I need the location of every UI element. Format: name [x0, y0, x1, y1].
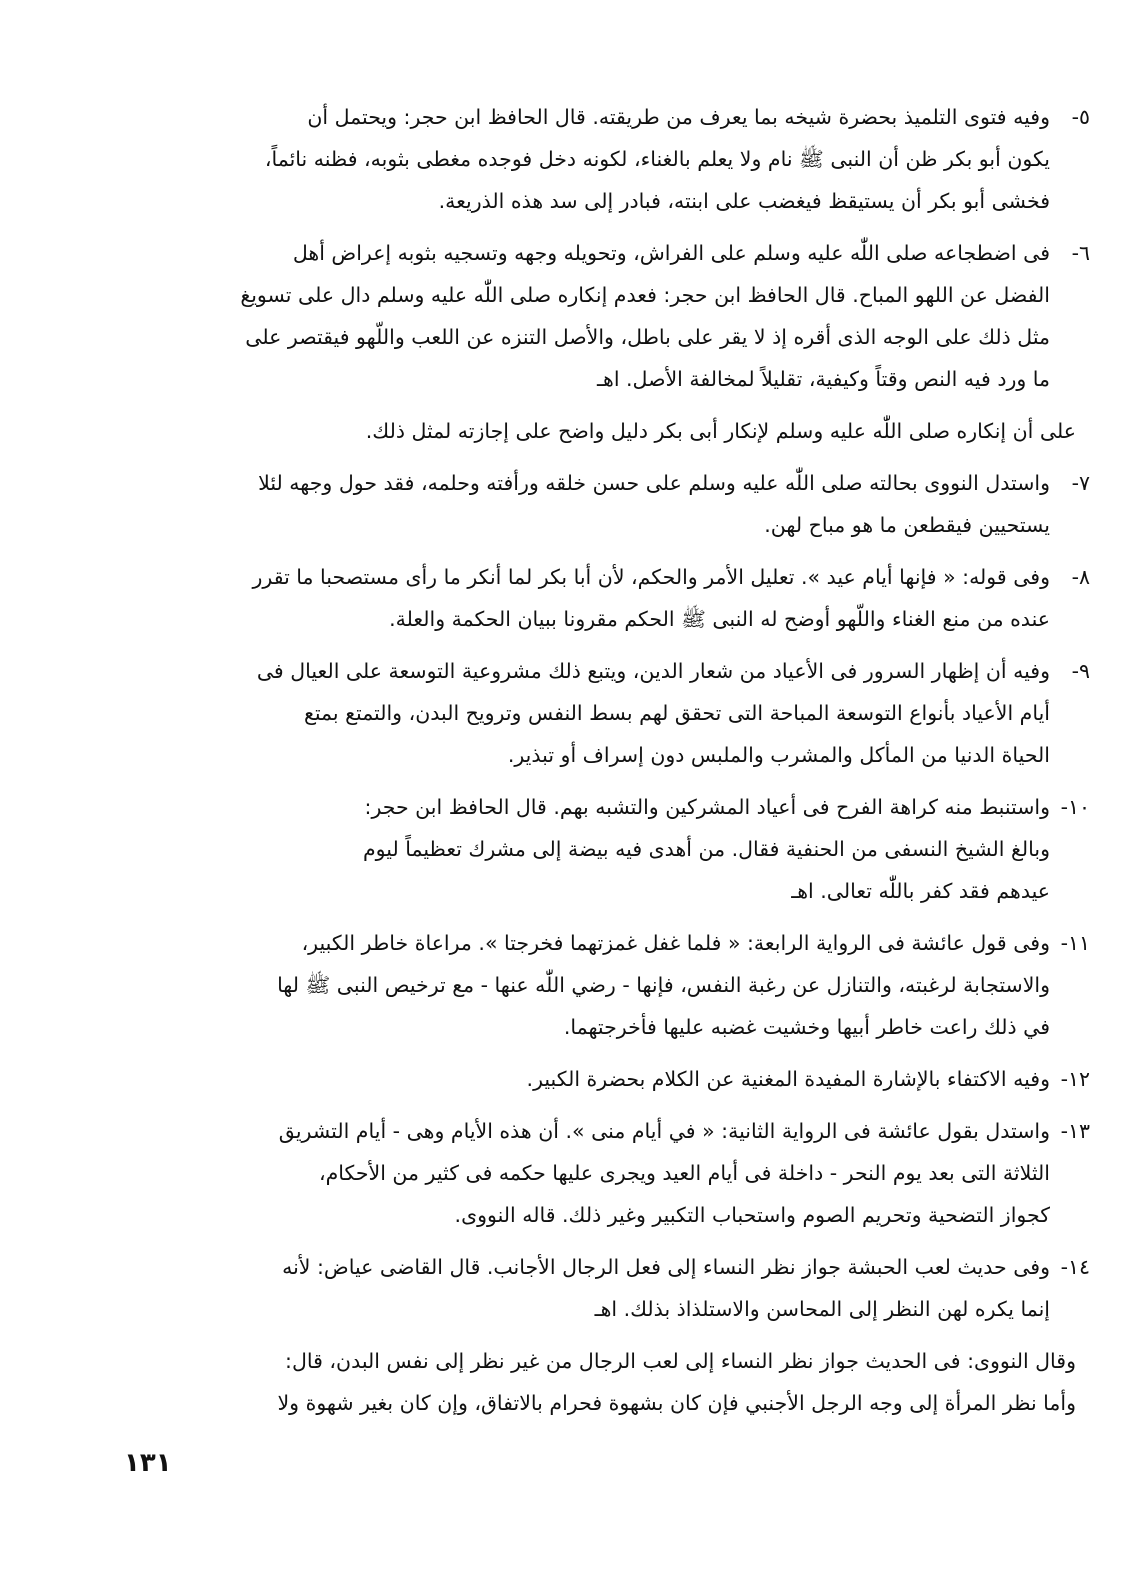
text-line: إنما يكره لهن النظر إلى المحاسن والاستلذاذ بذلك. اهـ — [594, 1297, 1050, 1321]
text-line: وفيه أن إظهار السرور فى الأعياد من شعار الدين، ويتبع ذلك مشروعية التوسعة على العيال فى — [256, 659, 1050, 683]
numbered-point-14 — [228, 1246, 1090, 1330]
text-line: واستدل بقول عائشة فى الرواية الثانية: « في أيام منى ». أن هذه الأيام وهى - أيام التشريق — [278, 1119, 1050, 1143]
text-line: وفيه فتوى التلميذ بحضرة شيخه بما يعرف من طريقته. قال الحافظ ابن حجر: ويحتمل أن — [307, 105, 1050, 129]
point-number: ١٤- — [1060, 1255, 1090, 1279]
text-line: أيام الأعياد بأنواع التوسعة المباحة التى تحقق لهم بسط النفس وترويح البدن، والتمتع بمتع — [303, 701, 1050, 725]
text-line: يكون أبو بكر ظن أن النبى ﷺ نام ولا يعلم بالغناء، لكونه دخل فوجده مغطى بثوبه، فظنه نائماً، — [264, 147, 1050, 171]
text-line: وأما نظر المرأة إلى وجه الرجل الأجنبي فإن كان بشهوة فحرام بالاتفاق، وإن كان بغير شهوة ولا — [277, 1391, 1076, 1415]
numbered-point-8 — [228, 556, 1090, 640]
text-line: كجواز التضحية وتحريم الصوم واستحباب التكبير وغير ذلك. قاله النووى. — [454, 1203, 1050, 1227]
text-line: الحياة الدنيا من المأكل والمشرب والملبس دون إسراف أو تبذير. — [507, 743, 1050, 767]
point-number: ١٣- — [1060, 1119, 1090, 1143]
text-line: وفى حديث لعب الحبشة جواز نظر النساء إلى فعل الرجال الأجانب. قال القاضى عياض: لأنه — [282, 1255, 1050, 1279]
numbered-point-11 — [228, 922, 1090, 1048]
numbered-point-6 — [228, 232, 1090, 400]
text-line: واستنبط منه كراهة الفرح فى أعياد المشركين والتشبه بهم. قال الحافظ ابن حجر: — [364, 795, 1050, 819]
point-number: ٨- — [1071, 565, 1090, 589]
point-number: ٥- — [1071, 105, 1090, 129]
page-body — [228, 96, 1090, 1434]
text-line: فخشى أبو بكر أن يستيقظ فيغضب على ابنته، فبادر إلى سد هذه الذريعة. — [438, 189, 1050, 213]
text-line: في ذلك راعت خاطر أبيها وخشيت غضبه عليها فأخرجتهما. — [563, 1015, 1050, 1039]
text-line: الثلاثة التى بعد يوم النحر - داخلة فى أيام العيد ويجرى عليها حكمه فى كثير من الأحكام، — [318, 1161, 1050, 1185]
point-number: ١٢- — [1060, 1067, 1090, 1091]
point-number: ٦- — [1071, 241, 1090, 265]
text-line: وبالغ الشيخ النسفى من الحنفية فقال. من أهدى فيه بيضة إلى مشرك تعظيماً ليوم — [362, 837, 1050, 861]
commentary-paragraph — [228, 410, 1090, 452]
text-line: ما ورد فيه النص وقتاً وكيفية، تقليلاً لمخالفة الأصل. اهـ — [597, 367, 1050, 391]
numbered-point-9 — [228, 650, 1090, 776]
text-line: والاستجابة لرغبته، والتنازل عن رغبة النفس، فإنها - رضي اللّٰه عنها - مع ترخيص النبى ﷺ لها — [277, 973, 1050, 997]
point-number: ١١- — [1060, 931, 1090, 955]
numbered-point-13 — [228, 1110, 1090, 1236]
closing-paragraph — [228, 1340, 1090, 1424]
numbered-point-5 — [228, 96, 1090, 222]
text-line: على أن إنكاره صلى اللّٰه عليه وسلم لإنكار أبى بكر دليل واضح على إجازته لمثل ذلك. — [365, 419, 1076, 443]
text-line: وفى قول عائشة فى الرواية الرابعة: « فلما غفل غمزتهما فخرجتا ». مراعاة خاطر الكبير، — [301, 931, 1050, 955]
page-number: ١٣١ — [124, 1448, 172, 1478]
text-line: وفى قوله: « فإنها أيام عيد ». تعليل الأمر والحكم، لأن أبا بكر لما أنكر ما رأى مستصحبا ما تقرر — [252, 565, 1050, 589]
text-line: مثل ذلك على الوجه الذى أقره إذ لا يقر على باطل، والأصل التنزه عن اللعب واللّهو فيقتصر على — [245, 325, 1050, 349]
text-line: وفيه الاكتفاء بالإشارة المفيدة المغنية عن الكلام بحضرة الكبير. — [526, 1067, 1050, 1091]
text-line: الفضل عن اللهو المباح. قال الحافظ ابن حجر: فعدم إنكاره صلى اللّٰه عليه وسلم دال على تسويغ — [240, 283, 1050, 307]
numbered-point-12 — [228, 1058, 1090, 1100]
text-line: فى اضطجاعه صلى اللّٰه عليه وسلم على الفراش، وتحويله وجهه وتسجيه بثوبه إعراض أهل — [292, 241, 1050, 265]
text-line: وقال النووى: فى الحديث جواز نظر النساء إلى لعب الرجال من غير نظر إلى نفس البدن، قال: — [285, 1349, 1076, 1373]
point-number: ٩- — [1071, 659, 1090, 683]
point-number: ١٠- — [1060, 795, 1090, 819]
numbered-point-7 — [228, 462, 1090, 546]
numbered-point-10 — [228, 786, 1090, 912]
text-line: واستدل النووى بحالته صلى اللّٰه عليه وسلم على حسن خلقه ورأفته وحلمه، فقد حول وجهه لئلا — [258, 471, 1050, 495]
text-line: عنده من منع الغناء واللّهو أوضح له النبى ﷺ الحكم مقرونا ببيان الحكمة والعلة. — [389, 607, 1050, 631]
point-number: ٧- — [1071, 471, 1090, 495]
text-line: عيدهم فقد كفر باللّٰه تعالى. اهـ — [791, 879, 1050, 903]
text-line: يستحيين فيقطعن ما هو مباح لهن. — [764, 513, 1050, 537]
